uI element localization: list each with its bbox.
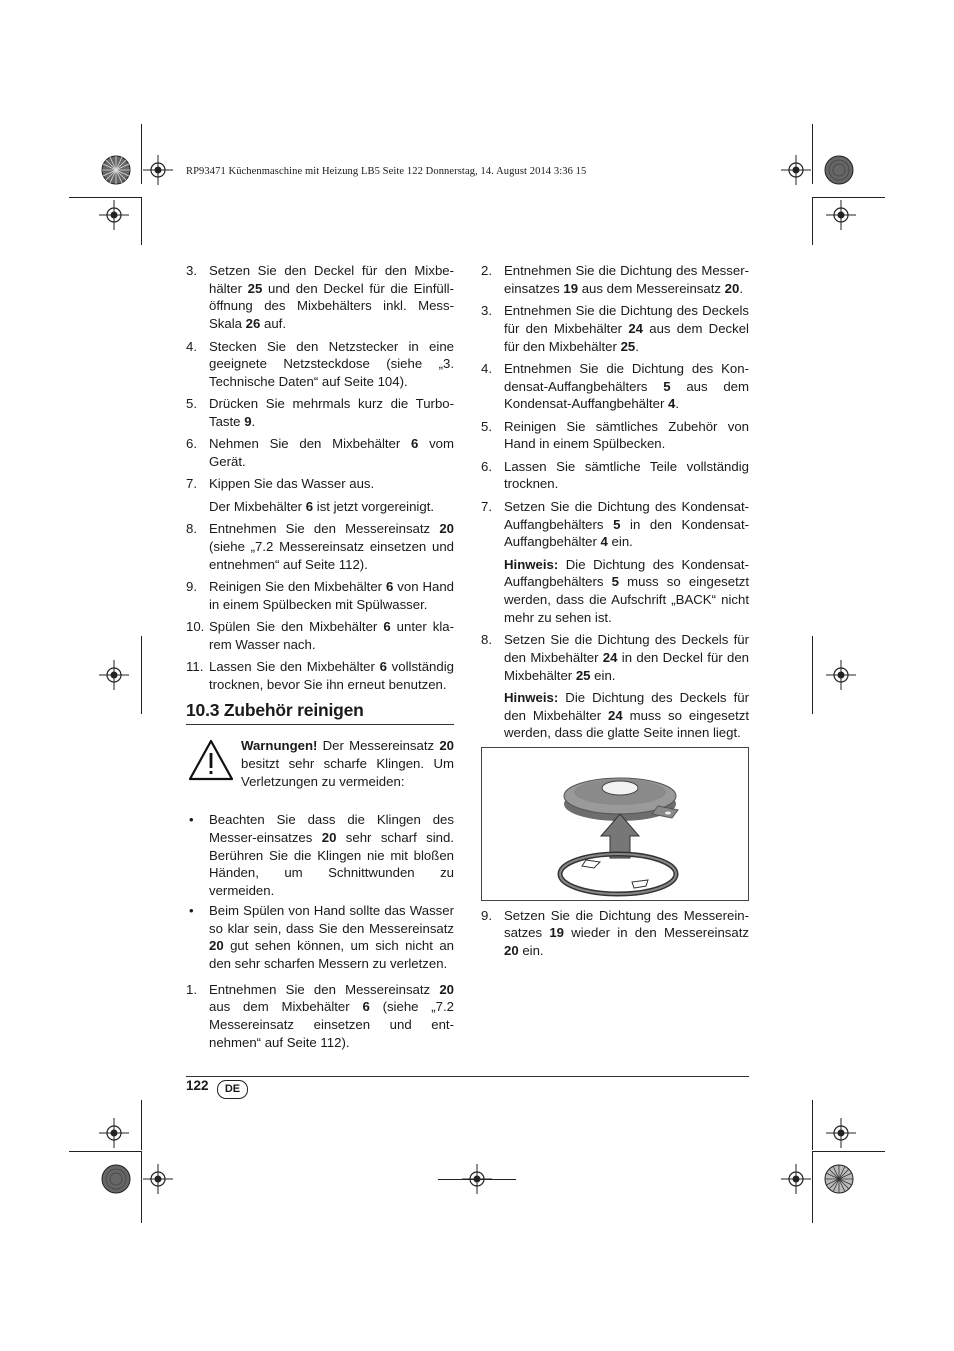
registration-mark-icon <box>100 154 132 186</box>
crosshair-mark-icon <box>826 1118 856 1148</box>
text-run: vollständig trocknen, bevor Sie ihn erneut benutzen. <box>209 659 454 692</box>
text-run: Beachten Sie dass die Klingen des Messer-einsatzes <box>209 812 454 846</box>
warning-title: Warnungen! <box>241 738 318 754</box>
bullet-item <box>186 811 454 900</box>
text-run: aus dem Messereinsatz <box>578 280 725 296</box>
text-run: besitzt sehr scharfe Klingen. Um Verletzungen zu vermeiden: <box>241 756 454 789</box>
step-number: 7. <box>481 498 492 514</box>
text-run: . <box>675 396 680 412</box>
crosshair-mark-icon <box>781 155 811 185</box>
part-number: 5 <box>663 378 671 394</box>
text-run: in den Kondensat-Auffangbehälter <box>504 516 749 550</box>
step-item <box>481 418 749 453</box>
text-run: Entnehmen Sie die Dichtung des Deckels für den Mixbehälter <box>504 303 749 336</box>
text-run: (siehe „7.2 Messereinsatz einsetzen und ent-nehmen“ auf Seite 112). <box>209 999 454 1050</box>
part-number: 19 <box>563 280 579 296</box>
registration-mark-icon <box>823 154 855 186</box>
bullet-list <box>186 811 454 972</box>
text-run: und den Deckel für die Einfüll-öffnung des Mixbehälters inkl. Mess-Skala <box>209 280 454 332</box>
text-run: Lassen Sie den Mixbehälter <box>209 659 380 675</box>
step-note <box>186 498 454 516</box>
text-run: Nehmen Sie den Mixbehälter <box>209 436 412 452</box>
steps-list <box>186 520 454 693</box>
steps-list <box>186 262 454 493</box>
step-number: 3. <box>481 303 492 319</box>
registration-mark-icon <box>823 1163 855 1195</box>
step-item <box>481 498 749 551</box>
footer-rule <box>186 1076 749 1077</box>
text-run: sehr scharf sind. Berühren Sie die Klingen nie mit bloßen Händen, um Schnittwunden zu vermeiden. <box>209 830 454 899</box>
part-number: 20 <box>504 943 519 959</box>
hint-label: Hinweis: <box>504 556 559 572</box>
step-number: 8. <box>481 632 492 648</box>
steps-list <box>481 631 749 684</box>
step-number: 9. <box>481 907 492 923</box>
step-item <box>186 475 454 493</box>
step-number: 5. <box>481 418 492 434</box>
part-number: 6 <box>379 659 387 675</box>
step-number: 6. <box>186 436 197 452</box>
step-item <box>186 395 454 430</box>
text-run: Stecken Sie den Netzstecker in eine geeignete Netzsteckdose (siehe „3. Technische Daten“ auf Seite 104). <box>209 338 454 389</box>
step-number: 3. <box>186 263 197 278</box>
step-number: 1. <box>186 981 197 997</box>
step-item <box>186 520 454 573</box>
text-run: . <box>635 338 639 354</box>
step-item <box>481 458 749 493</box>
part-number: 24 <box>608 707 623 723</box>
hint-note <box>481 689 749 742</box>
step-item <box>186 338 454 391</box>
text-run: Die Dichtung des Deckels für den Mixbehälter <box>504 689 749 723</box>
steps-list <box>481 262 749 551</box>
text-run: wieder in den Messereinsatz <box>564 925 749 941</box>
step-number: 9. <box>186 579 197 595</box>
text-run: muss so eingesetzt werden, dass die glatte Seite innen liegt. <box>504 707 749 741</box>
part-number: 5 <box>613 516 621 532</box>
part-number: 6 <box>411 436 419 452</box>
step-number: 4. <box>481 360 492 376</box>
step-item <box>186 658 454 693</box>
step-number: 10. <box>186 619 205 635</box>
text-run: aus dem Deckel für den Mixbehälter <box>504 320 749 354</box>
text-run: Beim Spülen von Hand sollte das Wasser so klar sein, dass Sie den Messereinsatz <box>209 902 454 936</box>
right-column <box>481 262 749 965</box>
registration-mark-icon <box>100 1163 132 1195</box>
step-item <box>481 302 749 355</box>
hint-label: Hinweis: <box>504 689 559 705</box>
text-run: Setzen Sie die Dichtung des Kondensat-Auffangbehälters <box>504 498 749 532</box>
part-number: 6 <box>362 999 370 1015</box>
bullet-item <box>186 902 454 973</box>
crosshair-mark-icon <box>143 155 173 185</box>
text-run: Entnehmen Sie den Messereinsatz <box>209 981 440 997</box>
bullet-dot-icon: • <box>189 902 194 918</box>
step-number: 7. <box>186 476 197 492</box>
part-number: 24 <box>602 649 618 665</box>
section-title: 10.3 Zubehör reinigen <box>186 702 454 726</box>
part-number: 20 <box>439 521 454 537</box>
text-run: Setzen Sie den Deckel für den Mixbe-hälter <box>209 263 454 296</box>
crosshair-mark-icon <box>143 1164 173 1194</box>
part-number: 25 <box>247 280 263 296</box>
text-run: Kippen Sie das Wasser aus. <box>209 476 375 492</box>
text-run: in den Deckel für den Mixbehälter <box>504 649 749 683</box>
text-run: von Hand in einem Spülbecken mit Spülwasser. <box>209 579 454 612</box>
part-number: 20 <box>209 938 224 954</box>
part-number: 9 <box>244 414 252 429</box>
language-badge: DE <box>217 1080 248 1099</box>
text-run: Die Dichtung des Kondensat-Auffangbehälters <box>504 556 749 590</box>
text-run: Der Messereinsatz <box>317 738 440 754</box>
part-number: 26 <box>245 316 261 332</box>
step-item <box>481 631 749 684</box>
step-item <box>186 262 454 333</box>
step-number: 6. <box>481 458 492 474</box>
text-run: Spülen Sie den Mixbehälter <box>209 619 384 635</box>
crosshair-mark-icon <box>781 1164 811 1194</box>
step-item <box>481 360 749 413</box>
part-number: 24 <box>628 320 643 336</box>
crosshair-mark-icon <box>826 660 856 690</box>
step-number: 5. <box>186 396 197 412</box>
lid-seal-insertion-icon <box>482 748 748 900</box>
step-item <box>481 907 749 960</box>
crosshair-mark-icon <box>99 200 129 230</box>
text-run: Lassen Sie sämtliche Teile vollständig trocknen. <box>504 458 749 492</box>
left-column <box>186 262 454 1056</box>
page-number: 122 <box>186 1078 209 1093</box>
part-number: 6 <box>386 579 394 595</box>
seal-illustration <box>481 747 749 901</box>
crosshair-mark-icon <box>99 660 129 690</box>
step-item <box>481 262 749 297</box>
text-run: aus dem Kondensat-Auffangbehälter <box>504 378 749 412</box>
step-item <box>186 618 454 653</box>
text-run: (siehe „7.2 Messereinsatz einsetzen und entnehmen“ auf Seite 112). <box>209 538 454 572</box>
text-run: ein. <box>518 943 544 959</box>
part-number: 20 <box>321 830 337 846</box>
part-number: 20 <box>724 280 740 296</box>
text-run: Drücken Sie mehrmals kurz die Turbo-Taste <box>209 396 454 429</box>
text-run: Setzen Sie die Dichtung des Messerein-satzes <box>504 907 749 941</box>
step-number: 8. <box>186 521 197 537</box>
text-run: Entnehmen Sie die Dichtung des Messer-einsatzes <box>504 263 749 296</box>
steps-list <box>186 981 454 1052</box>
step-number: 2. <box>481 263 492 278</box>
text-run: vom Gerät. <box>209 436 455 470</box>
step-number: 4. <box>186 338 197 354</box>
warning-triangle-icon <box>188 739 234 781</box>
text-run: ein. <box>607 534 633 550</box>
part-number: 25 <box>620 338 636 354</box>
step-item <box>186 981 454 1052</box>
text-run: Setzen Sie die Dichtung des Deckels für den Mixbehälter <box>504 632 749 665</box>
text-run: gut sehen können, um sich nicht an den sehr scharfen Messern zu verletzen. <box>209 938 454 971</box>
part-number: 6 <box>383 619 391 635</box>
text-run: Reinigen Sie den Mixbehälter <box>209 579 386 595</box>
part-number: 6 <box>305 498 314 514</box>
bullet-dot-icon: • <box>189 812 194 828</box>
step-item <box>186 578 454 613</box>
step-number: 11. <box>186 659 204 675</box>
part-number: 5 <box>611 574 619 590</box>
text-run: Reinigen Sie sämtliches Zubehör von Hand in einem Spülbecken. <box>504 418 749 452</box>
part-number: 25 <box>575 667 591 683</box>
step-item <box>186 435 454 470</box>
text-run: Entnehmen Sie die Dichtung des Kon-densat-Auffangbehälters <box>504 360 749 394</box>
text-run: unter kla-rem Wasser nach. <box>209 619 454 652</box>
crosshair-mark-icon <box>826 200 856 230</box>
text-run: muss so eingesetzt werden, dass die Aufschrift „BACK“ nicht mehr zu sehen ist. <box>504 574 750 625</box>
text-run: . <box>251 414 256 429</box>
part-number: 4 <box>668 396 676 412</box>
warning-box <box>186 737 454 807</box>
text-run: auf. <box>260 316 286 332</box>
part-number: 20 <box>439 738 454 754</box>
print-header: RP93471 Küchenmaschine mit Heizung LB5 Seite 122 Donnerstag, 14. August 2014 3:36 15 <box>186 166 587 177</box>
hint-note <box>481 556 749 627</box>
text-run: aus dem Mixbehälter <box>209 999 363 1015</box>
steps-list <box>481 907 749 960</box>
crosshair-mark-icon <box>99 1118 129 1148</box>
text-run: ein. <box>590 667 616 683</box>
part-number: 19 <box>549 925 564 941</box>
text-run: ist jetzt vorgereinigt. <box>313 498 435 514</box>
text-run: . <box>739 280 743 296</box>
text-run: Der Mixbehälter <box>209 498 306 514</box>
part-number: 4 <box>600 534 608 550</box>
part-number: 20 <box>439 981 454 997</box>
text-run: Entnehmen Sie den Messereinsatz <box>209 521 440 537</box>
